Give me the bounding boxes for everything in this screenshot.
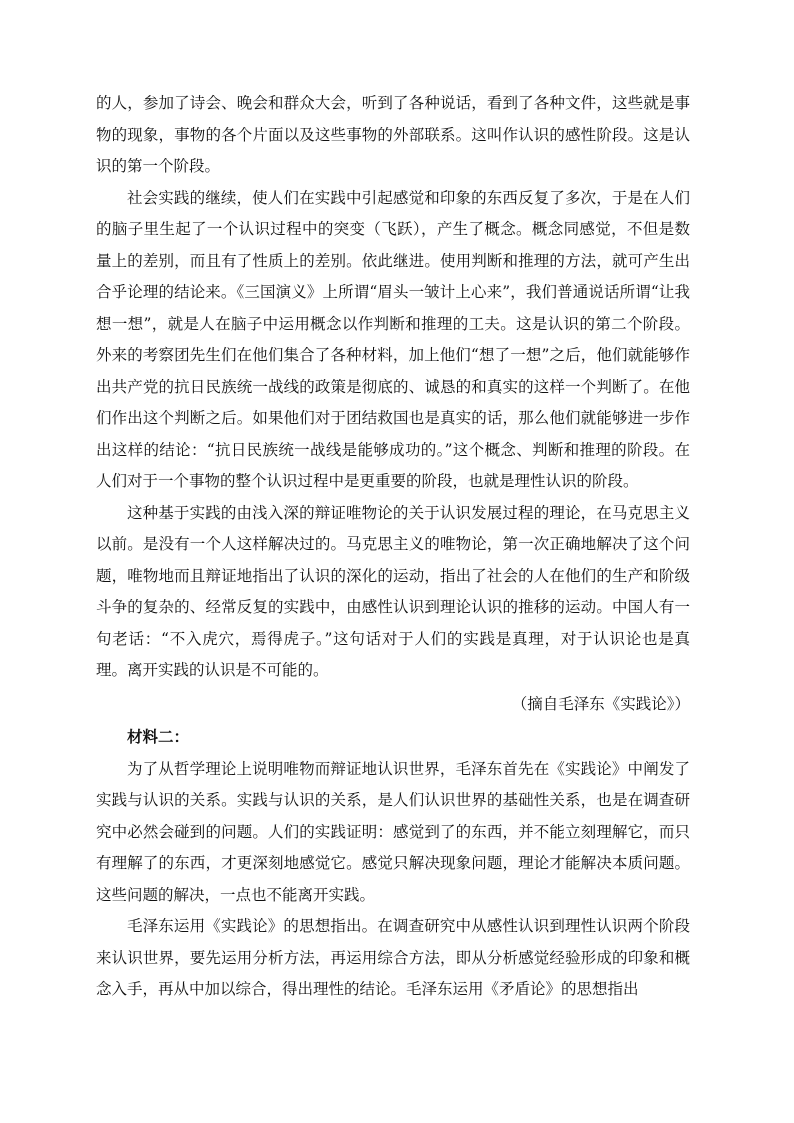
material-two-heading: 材料二：	[127, 728, 190, 746]
paragraph-rational-stage: 社会实践的继续，使人们在实践中引起感觉和印象的东西反复了多次，于是在人们的脑子里生起了一个认识过程中的突变（飞跃），产生了概念。概念同感觉，不但是数量上的差别，而且有了性质上的差别。依此继进。使用判断和推理的方法，就可产生出合乎论理的结论来。《三国演义》上所谓“眉头一皱计上心来”，我们普通说话所谓“让我想一想”，就是人在脑子中运用概念以作判断和推理的工夫。这是认识的第二个阶段。外来的考察团先生们在他们集合了各种材料，加上他们“想了一想”之后，他们就能够作出共产党的抗日民族统一战线的政策是彻底的、诚恳的和真实的这样一个判断了。在他们作出这个判断之后。如果他们对于团结救国也是真实的话，那么他们就能够进一步作出这样的结论：“抗日民族统一战线是能够成功的。”这个概念、判断和推理的阶段。在人们对于一个事物的整个认识过程中是更重要的阶段，也就是理性认识的阶段。	[96, 188, 690, 490]
paragraph-intro: 的人，参加了诗会、晚会和群众大会，听到了各种说话，看到了各种文件，这些就是事物的现象，事物的各个片面以及这些事物的外部联系。这叫作认识的感性阶段。这是认识的第一个阶段。	[96, 94, 690, 175]
source-citation: （摘自毛泽东《实践论》）	[511, 694, 690, 713]
document-page	[96, 88, 690, 1006]
paragraph-investigation-method: 毛泽东运用《实践论》的思想指出。在调查研究中从感性认识到理性认识两个阶段来认识世界，要先运用分析方法，再运用综合方法，即从分析感觉经验形成的印象和概念入手，再从中加以综合，得出理性的结论。毛泽东运用《矛盾论》的思想指出	[96, 917, 690, 998]
paragraph-practice-cognition: 为了从哲学理论上说明唯物而辩证地认识世界，毛泽东首先在《实践论》中阐发了实践与认识的关系。实践与认识的关系，是人们认识世界的基础性关系，也是在调查研究中必然会碰到的问题。人们的实践证明：感觉到了的东西，并不能立刻理解它，而只有理解了的东西，才更深刻地感觉它。感觉只解决现象问题，理论才能解决本质问题。这些问题的解决，一点也不能离开实践。	[96, 759, 690, 904]
paragraph-dialectical-theory: 这种基于实践的由浅入深的辩证唯物论的关于认识发展过程的理论，在马克思主义以前。是没有一个人这样解决过的。马克思主义的唯物论，第一次正确地解决了这个问题，唯物地而且辩证地指出了认识的深化的运动，指出了社会的人在他们的生产和阶级斗争的复杂的、经常反复的实践中，由感性认识到理论认识的推移的运动。中国人有一句老话：“不入虎穴，焉得虎子。”这句话对于人们的实践是真理，对于认识论也是真理。离开实践的认识是不可能的。	[96, 503, 690, 679]
